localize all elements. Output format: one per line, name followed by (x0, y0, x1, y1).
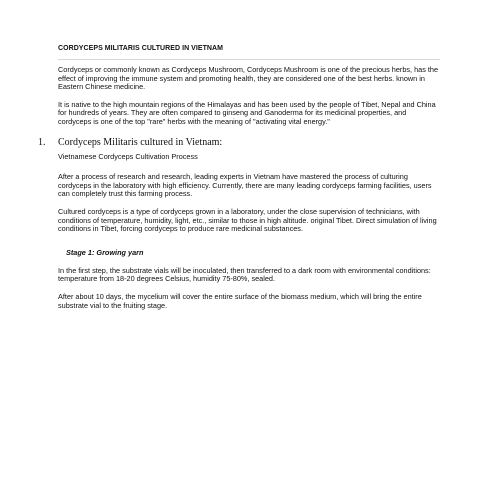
intro-paragraph-2: It is native to the high mountain regions of the Himalayas and has been used by the people of Tibet, Nepal and China for hundreds of years. They are often compared to ginseng and Ganoderma for its medicinal properties, and cordyceps is one of the top "rare" herbs with the meaning of "activating vital energy." (58, 99, 436, 126)
section-heading-text: Cordyceps Militaris cultured in Vietnam: (58, 136, 223, 148)
section-heading (38, 137, 440, 149)
intro-paragraph-1: Cordyceps or commonly known as Cordyceps Mushroom, Cordyceps Mushroom is one of the precious herbs, has the effect of improving the immune system and promoting health, they are considered one of the best herbs. known in Eastern Chinese medicine. (58, 65, 439, 92)
title-divider (58, 59, 440, 60)
section-number: 1. (38, 136, 46, 148)
stage-heading: Stage 1: Growing yarn (66, 247, 144, 257)
document-page (38, 44, 440, 319)
stage-paragraph-1: In the first step, the substrate vials will be inoculated, then transferred to a dark room with environmental conditions: temperature from 18-20 degrees Celsius, humidity 75-80%, sealed. (58, 265, 431, 284)
section-subtitle: Vietnamese Cordyceps Cultivation Process (58, 151, 198, 161)
section-paragraph-1: After a process of research and research, leading experts in Vietnam have mastered the process of culturing cordyceps in the laboratory with high efficiency. Currently, there are many leading cordyceps farming facilities, users can completely trust this farming process. (58, 172, 432, 199)
section-paragraph-2: Cultured cordyceps is a type of cordyceps grown in a laboratory, under the close supervision of technicians, with conditions of temperature, humidity, light, etc., similar to those in high altitude. original Tibet. Direct simulation of living conditions in Tibet, forcing cordyceps to produce rare medicinal substances. (58, 206, 437, 234)
document-title: CORDYCEPS MILITARIS CULTURED IN VIETNAM (58, 45, 224, 52)
stage-paragraph-2: After about 10 days, the mycelium will cover the entire surface of the biomass medium, which will bring the entire substrate vial to the fruiting stage. (58, 291, 422, 310)
